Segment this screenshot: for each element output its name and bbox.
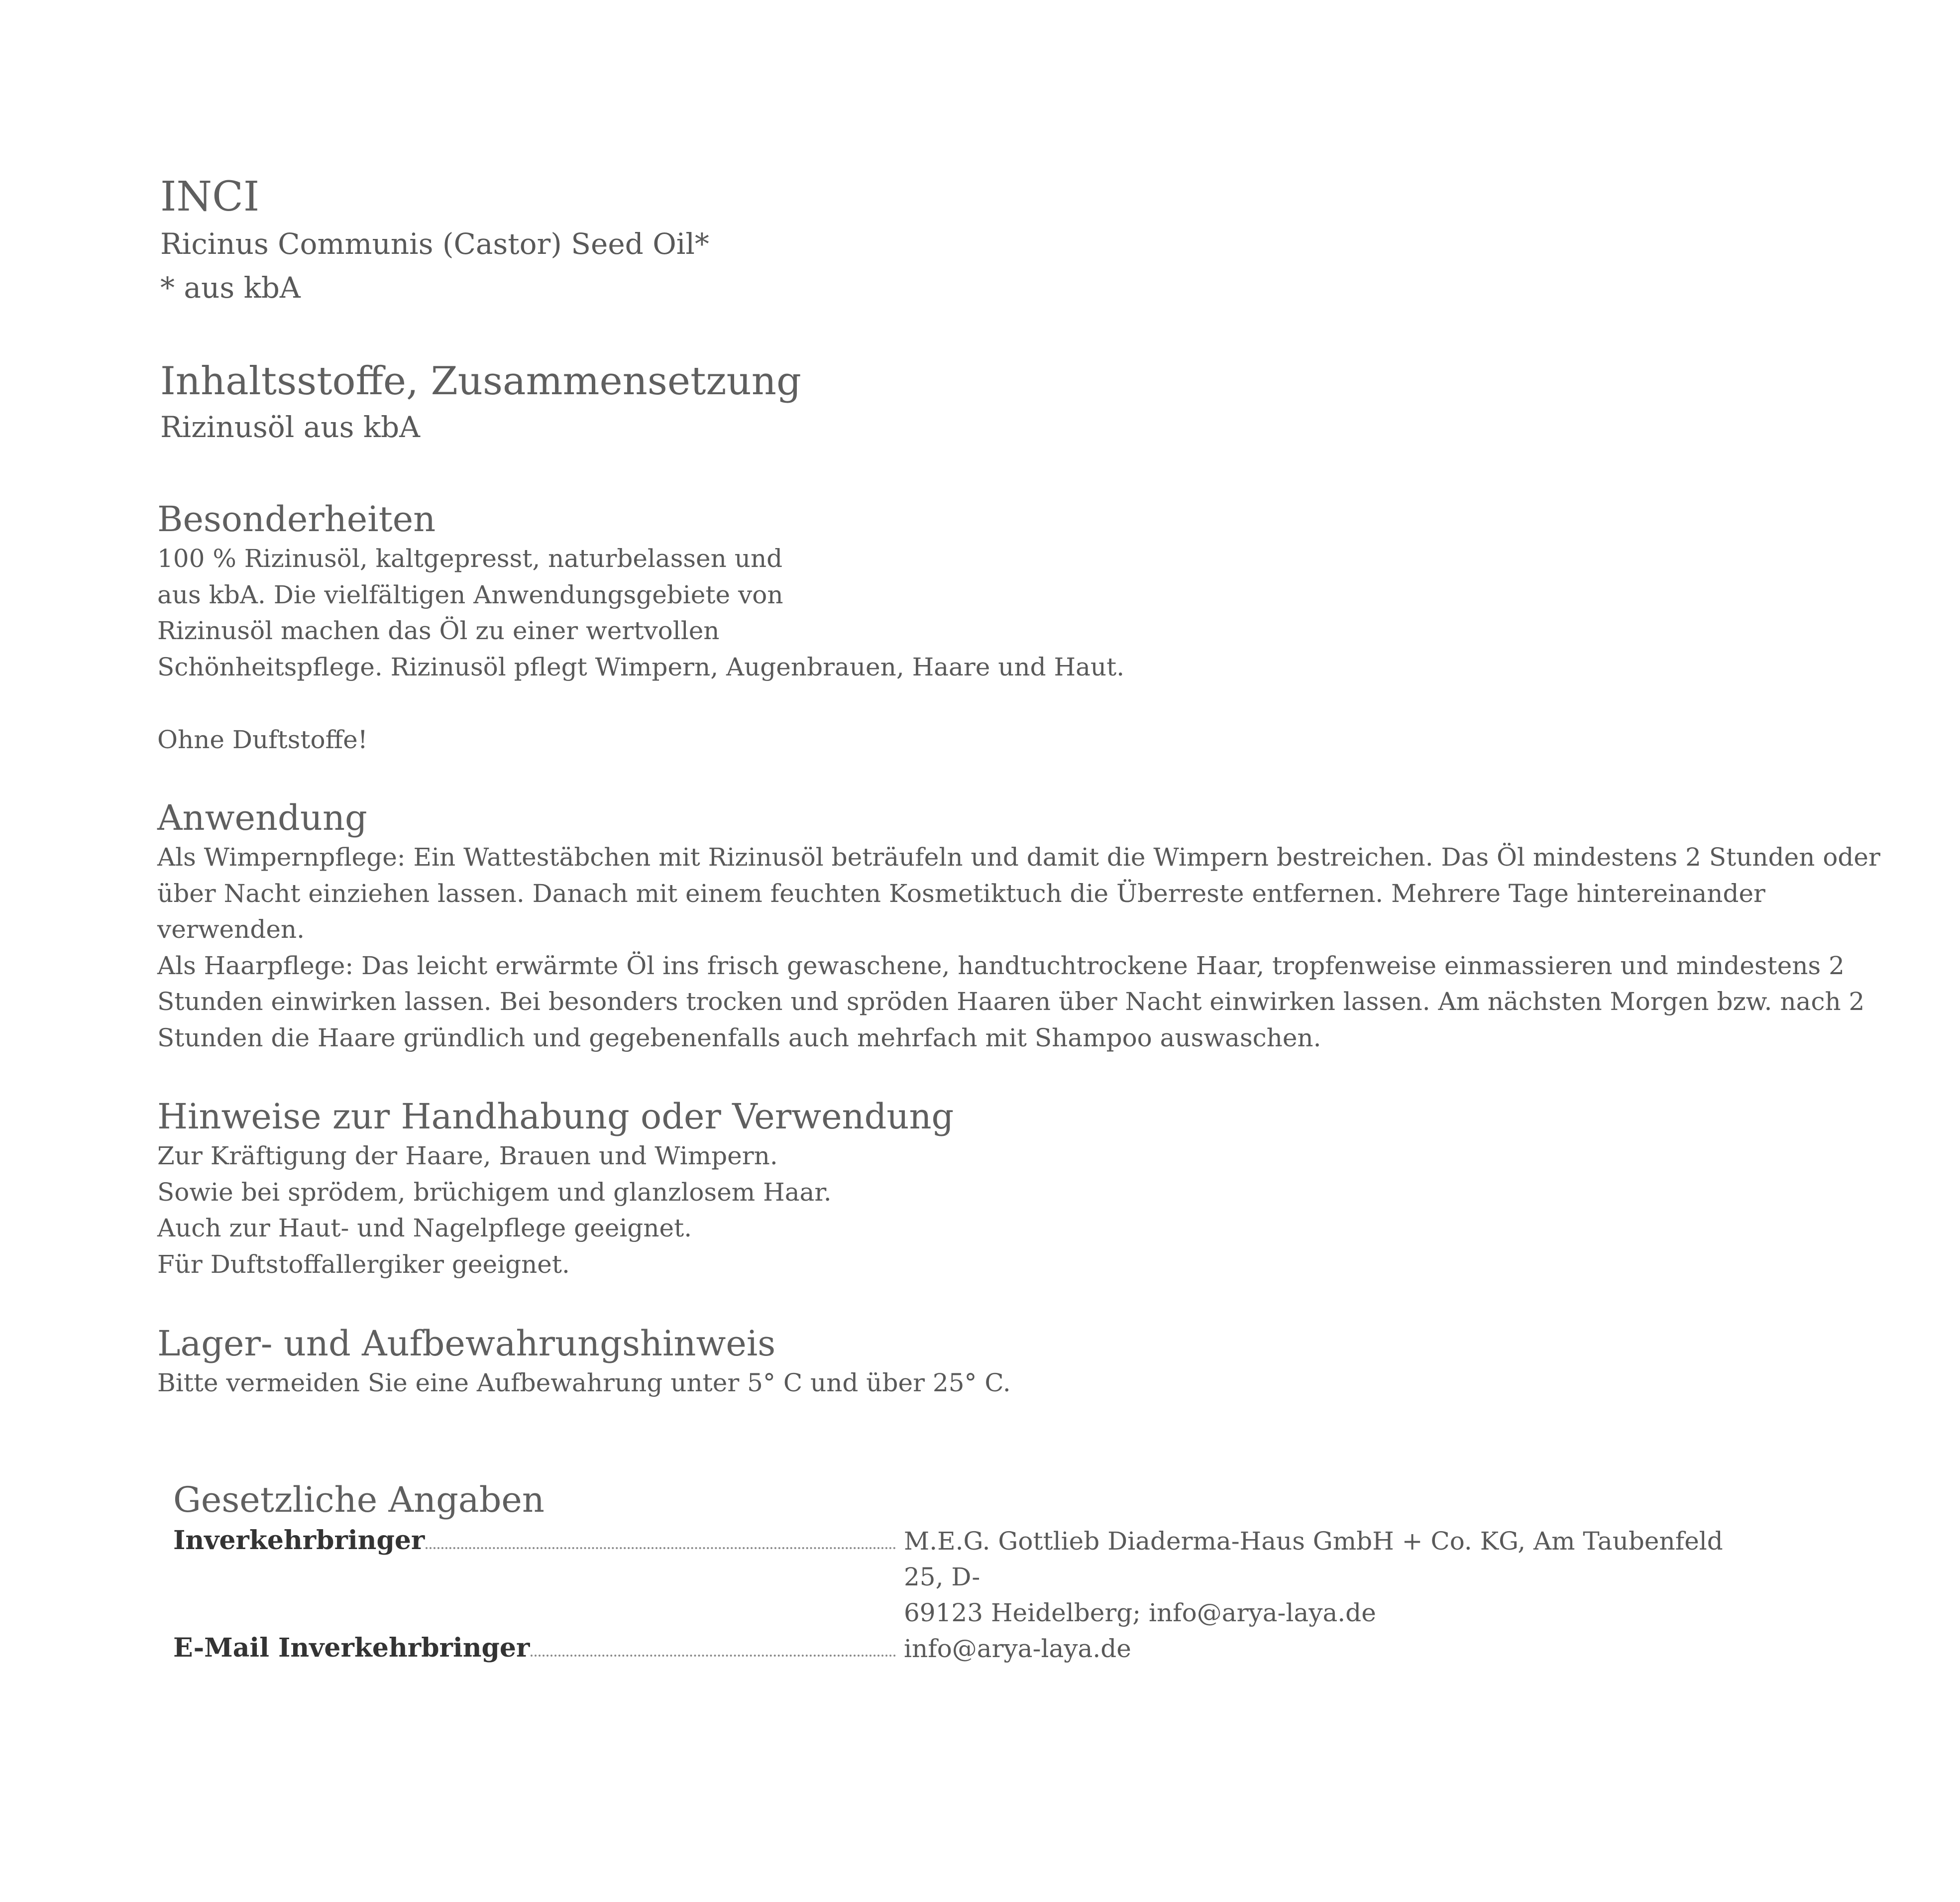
legal-value bbox=[900, 1523, 1760, 1631]
dotted-leader bbox=[531, 1654, 896, 1657]
legal-value bbox=[900, 1631, 1760, 1667]
features-section bbox=[157, 498, 1929, 758]
ingredients-line: Rizinusöl aus kbA bbox=[160, 410, 420, 444]
handling-line: Sowie bei sprödem, brüchigem und glanzlosem Haar. bbox=[157, 1177, 832, 1207]
storage-heading: Lager- und Aufbewahrungshinweis bbox=[157, 1323, 776, 1364]
legal-label: E-Mail Inverkehrbringer bbox=[173, 1633, 530, 1663]
legal-section bbox=[173, 1478, 1786, 1667]
legal-label-cell bbox=[173, 1631, 900, 1666]
handling-line: Zur Kräftigung der Haare, Brauen und Wimpern. bbox=[157, 1141, 778, 1170]
handling-section bbox=[157, 1095, 1929, 1282]
legal-label-cell bbox=[173, 1523, 900, 1558]
features-line: Rizinusöl machen das Öl zu einer wertvollen bbox=[157, 616, 720, 645]
legal-row-email bbox=[173, 1631, 1786, 1667]
storage-section bbox=[157, 1322, 1929, 1401]
usage-line: Als Wimpernpflege: Ein Wattestäbchen mit Rizinusöl beträufeln und damit die Wimpern bestreichen. Das Öl mindestens 2 Stunden oder bbox=[157, 843, 1880, 872]
legal-email-link[interactable]: info@arya-laya.de bbox=[904, 1634, 1131, 1663]
handling-heading: Hinweise zur Handhabung oder Verwendung bbox=[157, 1096, 954, 1137]
inci-footnote: * aus kbA bbox=[160, 271, 301, 305]
legal-value-line: M.E.G. Gottlieb Diaderma-Haus GmbH + Co. KG, Am Taubenfeld 25, D- bbox=[904, 1527, 1723, 1591]
usage-section bbox=[157, 796, 1929, 1056]
ingredients-heading: Inhaltsstoffe, Zusammensetzung bbox=[160, 359, 801, 404]
legal-value-line: 69123 Heidelberg; info@arya-laya.de bbox=[904, 1598, 1376, 1627]
usage-line: über Nacht einziehen lassen. Danach mit einem feuchten Kosmetiktuch die Überreste entfernen. Mehrere Tage hintereinander bbox=[157, 879, 1765, 908]
features-line: 100 % Rizinusöl, kaltgepresst, naturbelassen und bbox=[157, 544, 783, 573]
handling-line: Auch zur Haut- und Nagelpflege geeignet. bbox=[157, 1214, 692, 1242]
usage-line: Stunden einwirken lassen. Bei besonders trocken und spröden Haaren über Nacht einwirken lassen. Am nächsten Morgen bzw. nach 2 bbox=[157, 987, 1865, 1016]
usage-line: Stunden die Haare gründlich und gegebenenfalls auch mehrfach mit Shampoo auswaschen. bbox=[157, 1023, 1321, 1052]
features-line: aus kbA. Die vielfältigen Anwendungsgebiete von bbox=[157, 580, 783, 609]
ingredients-section bbox=[160, 357, 1932, 449]
usage-heading: Anwendung bbox=[157, 797, 367, 838]
dotted-leader bbox=[426, 1547, 896, 1549]
inci-line: Ricinus Communis (Castor) Seed Oil* bbox=[160, 227, 709, 261]
features-heading: Besonderheiten bbox=[157, 499, 436, 540]
storage-line: Bitte vermeiden Sie eine Aufbewahrung unter 5° C und über 25° C. bbox=[157, 1368, 1011, 1397]
features-note: Ohne Duftstoffe! bbox=[157, 725, 368, 754]
legal-row-distributor bbox=[173, 1523, 1786, 1631]
legal-label: Inverkehrbringer bbox=[173, 1525, 425, 1556]
handling-line: Für Duftstoffallergiker geeignet. bbox=[157, 1249, 570, 1279]
usage-line: verwenden. bbox=[157, 915, 305, 944]
legal-heading: Gesetzliche Angaben bbox=[173, 1479, 544, 1520]
inci-heading: INCI bbox=[160, 173, 260, 221]
inci-section bbox=[160, 172, 1932, 310]
features-line: Schönheitspflege. Rizinusöl pflegt Wimpern, Augenbrauen, Haare und Haut. bbox=[157, 652, 1125, 681]
usage-line: Als Haarpflege: Das leicht erwärmte Öl ins frisch gewaschene, handtuchtrockene Haar, tropfenweise einmassieren und mindestens 2 bbox=[157, 951, 1845, 980]
